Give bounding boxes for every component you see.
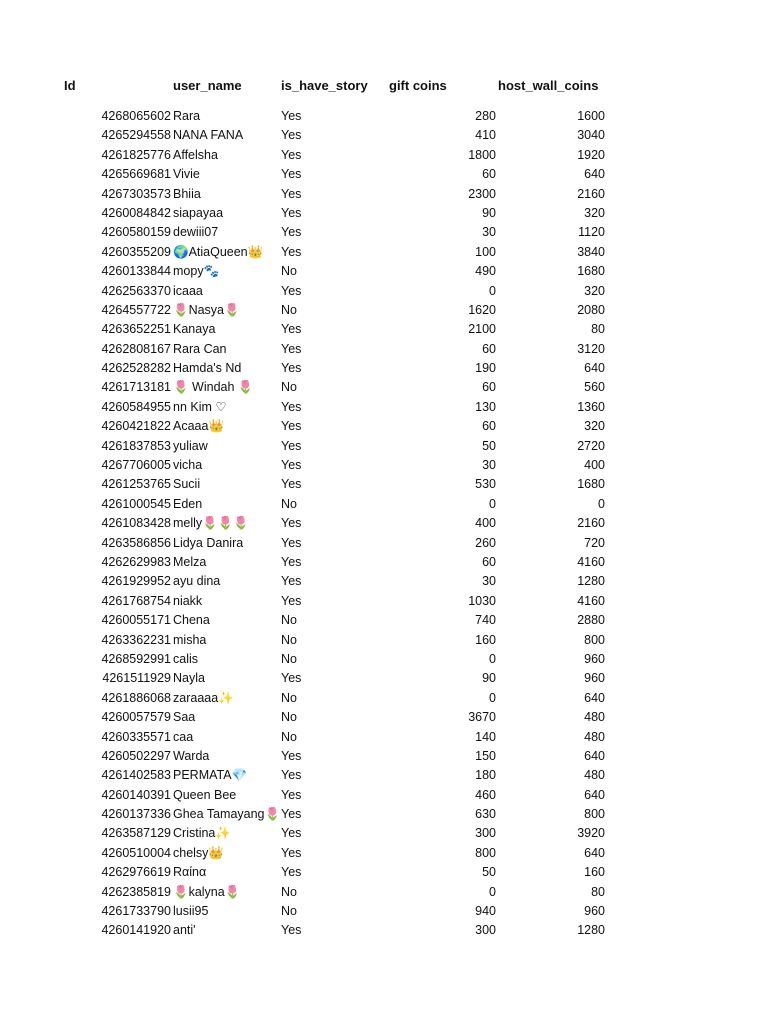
- cell-id: 4260580159: [101, 225, 171, 240]
- cell-gift-coins: 530: [475, 477, 496, 492]
- table-row: [0, 282, 768, 301]
- cell-gift-coins: 1620: [468, 302, 496, 317]
- cell-host-wall-coins: 640: [584, 787, 605, 802]
- cell-user-name: anti': [173, 923, 196, 938]
- cell-is-have-story: Yes: [281, 147, 302, 162]
- cell-is-have-story: Yes: [281, 322, 302, 337]
- cell-is-have-story: No: [281, 632, 297, 647]
- cell-host-wall-coins: 3840: [577, 244, 605, 259]
- cell-gift-coins: 0: [489, 884, 496, 899]
- cell-gift-coins: 2100: [468, 322, 496, 337]
- cell-host-wall-coins: 2160: [577, 186, 605, 201]
- cell-is-have-story: No: [281, 651, 297, 666]
- table-row: [0, 844, 768, 863]
- table-row: [0, 534, 768, 553]
- cell-user-name: Acaaa👑: [173, 419, 225, 434]
- cell-id: 4260502297: [101, 748, 171, 763]
- cell-user-name: Cristina✨: [173, 826, 231, 841]
- cell-host-wall-coins: 2160: [577, 516, 605, 531]
- cell-user-name: Warda: [173, 748, 210, 763]
- cell-host-wall-coins: 960: [584, 651, 605, 666]
- table-row: [0, 883, 768, 902]
- cell-gift-coins: 130: [475, 399, 496, 414]
- table-row: [0, 572, 768, 591]
- cell-id: 4265294558: [101, 128, 171, 143]
- cell-host-wall-coins: 480: [584, 768, 605, 783]
- cell-gift-coins: 0: [489, 496, 496, 511]
- cell-host-wall-coins: 80: [591, 322, 605, 337]
- cell-id: 4261402583: [101, 768, 171, 783]
- cell-id: 4262563370: [101, 283, 171, 298]
- cell-is-have-story: Yes: [281, 419, 302, 434]
- cell-gift-coins: 140: [475, 729, 496, 744]
- cell-user-name: calis: [173, 651, 199, 666]
- cell-id: 4261253765: [101, 477, 171, 492]
- cell-gift-coins: 50: [482, 438, 496, 453]
- cell-host-wall-coins: 320: [584, 419, 605, 434]
- cell-gift-coins: 50: [482, 865, 496, 880]
- cell-is-have-story: Yes: [281, 205, 302, 220]
- cell-user-name: Queen Bee: [173, 787, 237, 802]
- cell-is-have-story: Yes: [281, 186, 302, 201]
- table-row: [0, 611, 768, 630]
- cell-user-name: niakk: [173, 593, 203, 608]
- cell-host-wall-coins: 320: [584, 205, 605, 220]
- table-row: [0, 669, 768, 688]
- cell-user-name: Melza: [173, 554, 207, 569]
- cell-host-wall-coins: 3040: [577, 128, 605, 143]
- cell-user-name: Vivie: [173, 167, 200, 182]
- cell-id: 4260584955: [101, 399, 171, 414]
- cell-id: 4260140391: [101, 787, 171, 802]
- cell-user-name: ayu dina: [173, 574, 221, 589]
- cell-id: 4263587129: [101, 826, 171, 841]
- cell-user-name: 🌍AtiaQueen👑: [173, 244, 264, 259]
- cell-is-have-story: Yes: [281, 768, 302, 783]
- cell-id: 4260510004: [101, 845, 171, 860]
- cell-gift-coins: 30: [482, 225, 496, 240]
- cell-gift-coins: 400: [475, 516, 496, 531]
- cell-host-wall-coins: 640: [584, 167, 605, 182]
- cell-host-wall-coins: 1280: [577, 574, 605, 589]
- cell-id: 4262528282: [101, 361, 171, 376]
- table-row: [0, 437, 768, 456]
- cell-user-name: 🌷Nasya🌷: [173, 302, 240, 317]
- table-row: [0, 301, 768, 320]
- cell-host-wall-coins: 1360: [577, 399, 605, 414]
- cell-gift-coins: 490: [475, 264, 496, 279]
- cell-host-wall-coins: 480: [584, 729, 605, 744]
- cell-id: 4261733790: [101, 904, 171, 919]
- cell-gift-coins: 1800: [468, 147, 496, 162]
- table-row: [0, 456, 768, 475]
- cell-user-name: vicha: [173, 458, 203, 473]
- cell-is-have-story: Yes: [281, 458, 302, 473]
- cell-id: 4261083428: [101, 516, 171, 531]
- cell-host-wall-coins: 160: [584, 865, 605, 880]
- cell-host-wall-coins: 800: [584, 807, 605, 822]
- cell-gift-coins: 30: [482, 574, 496, 589]
- table-row: [0, 417, 768, 436]
- cell-is-have-story: Yes: [281, 865, 302, 880]
- cell-id: 4261837853: [101, 438, 171, 453]
- cell-id: 4260137336: [101, 807, 171, 822]
- cell-gift-coins: 0: [489, 283, 496, 298]
- cell-is-have-story: Yes: [281, 845, 302, 860]
- table-row: [0, 863, 768, 882]
- table-body: [0, 107, 768, 941]
- cell-is-have-story: No: [281, 690, 297, 705]
- cell-user-name: PERMATA💎: [173, 768, 248, 783]
- table-row: [0, 689, 768, 708]
- cell-id: 4260133844: [101, 264, 171, 279]
- cell-id: 4261886068: [101, 690, 171, 705]
- cell-host-wall-coins: 400: [584, 458, 605, 473]
- cell-id: 4268065602: [101, 109, 171, 123]
- cell-is-have-story: No: [281, 496, 297, 511]
- cell-gift-coins: 150: [475, 748, 496, 763]
- cell-user-name: Sucii: [173, 477, 201, 492]
- cell-id: 4261768754: [101, 593, 171, 608]
- cell-user-name: Lidya Danira: [173, 535, 244, 550]
- cell-id: 4261511929: [102, 671, 171, 686]
- table-row: [0, 514, 768, 533]
- cell-host-wall-coins: 2720: [577, 438, 605, 453]
- cell-gift-coins: 180: [475, 768, 496, 783]
- cell-is-have-story: Yes: [281, 535, 302, 550]
- table-row: [0, 708, 768, 727]
- table-row: [0, 398, 768, 417]
- cell-is-have-story: No: [281, 302, 297, 317]
- cell-host-wall-coins: 640: [584, 845, 605, 860]
- table-row: [0, 592, 768, 611]
- table-row: [0, 359, 768, 378]
- cell-user-name: nn Kim ♡: [173, 399, 227, 414]
- cell-host-wall-coins: 0: [598, 496, 605, 511]
- table-row: [0, 921, 768, 940]
- cell-host-wall-coins: 640: [584, 690, 605, 705]
- cell-id: 4265669681: [101, 167, 171, 182]
- cell-gift-coins: 630: [475, 807, 496, 822]
- cell-host-wall-coins: 1680: [577, 264, 605, 279]
- cell-host-wall-coins: 1120: [578, 225, 605, 240]
- cell-id: 4260055171: [101, 613, 171, 628]
- cell-host-wall-coins: 640: [584, 361, 605, 376]
- cell-user-name: Rara: [173, 109, 201, 123]
- cell-is-have-story: Yes: [281, 438, 302, 453]
- cell-is-have-story: No: [281, 710, 297, 725]
- table-row: [0, 378, 768, 397]
- cell-gift-coins: 1030: [468, 593, 496, 608]
- cell-is-have-story: Yes: [281, 341, 302, 356]
- cell-user-name: melly🌷🌷🌷: [173, 516, 249, 531]
- cell-host-wall-coins: 720: [584, 535, 605, 550]
- table-header: [0, 78, 768, 98]
- cell-user-name: zaraaaa✨: [173, 690, 234, 705]
- cell-user-name: lusii95: [173, 904, 209, 919]
- cell-is-have-story: Yes: [281, 923, 302, 938]
- table-row: [0, 786, 768, 805]
- cell-user-name: siapayaa: [173, 205, 224, 220]
- column-header-host-wall-coins: host_wall_coins: [498, 78, 599, 93]
- cell-user-name: Rαίnα: [173, 865, 207, 880]
- table-row: [0, 902, 768, 921]
- table-row: [0, 495, 768, 514]
- table-row: [0, 766, 768, 785]
- cell-gift-coins: 60: [482, 419, 496, 434]
- cell-is-have-story: Yes: [281, 399, 302, 414]
- table-row: [0, 475, 768, 494]
- cell-is-have-story: Yes: [281, 826, 302, 841]
- cell-gift-coins: 3670: [468, 710, 496, 725]
- cell-gift-coins: 800: [475, 845, 496, 860]
- cell-host-wall-coins: 480: [584, 710, 605, 725]
- cell-gift-coins: 300: [475, 826, 496, 841]
- cell-id: 4268592991: [101, 651, 171, 666]
- cell-user-name: Chena: [173, 613, 210, 628]
- cell-id: 4260355209: [101, 244, 171, 259]
- column-header-gift-coins: gift coins: [389, 78, 447, 93]
- cell-user-name: dewiii07: [173, 225, 219, 240]
- cell-gift-coins: 0: [489, 690, 496, 705]
- cell-user-name: Bhiia: [173, 186, 201, 201]
- cell-is-have-story: No: [281, 729, 297, 744]
- cell-host-wall-coins: 80: [591, 884, 605, 899]
- cell-id: 4267303573: [101, 186, 171, 201]
- table-row: [0, 204, 768, 223]
- table-row: [0, 185, 768, 204]
- cell-user-name: 🌷 Windah 🌷: [173, 380, 254, 395]
- cell-user-name: caa: [173, 729, 194, 744]
- cell-gift-coins: 90: [482, 205, 496, 220]
- cell-is-have-story: No: [281, 904, 297, 919]
- table-row: [0, 728, 768, 747]
- table-row: [0, 146, 768, 165]
- cell-is-have-story: No: [281, 264, 297, 279]
- table-row: [0, 340, 768, 359]
- cell-host-wall-coins: 640: [584, 748, 605, 763]
- cell-user-name: NANA FANA: [173, 128, 244, 143]
- table-row: [0, 747, 768, 766]
- cell-host-wall-coins: 1680: [577, 477, 605, 492]
- cell-gift-coins: 100: [475, 244, 496, 259]
- cell-user-name: yuliaw: [173, 438, 208, 453]
- cell-host-wall-coins: 1920: [577, 147, 605, 162]
- cell-id: 4264557722: [101, 302, 171, 317]
- cell-id: 4260421822: [101, 419, 171, 434]
- cell-user-name: Ghea Tamayang🌷: [173, 807, 281, 822]
- cell-is-have-story: Yes: [281, 748, 302, 763]
- cell-gift-coins: 300: [475, 923, 496, 938]
- cell-id: 4260057579: [101, 710, 171, 725]
- cell-host-wall-coins: 1600: [577, 109, 605, 123]
- cell-gift-coins: 280: [475, 109, 496, 123]
- cell-id: 4262629983: [101, 554, 171, 569]
- cell-gift-coins: 410: [475, 128, 496, 143]
- cell-is-have-story: No: [281, 380, 297, 395]
- cell-is-have-story: Yes: [281, 807, 302, 822]
- cell-id: 4261713181: [101, 380, 171, 395]
- cell-host-wall-coins: 2880: [577, 613, 605, 628]
- cell-is-have-story: Yes: [281, 244, 302, 259]
- table-row: [0, 262, 768, 281]
- cell-is-have-story: Yes: [281, 109, 302, 123]
- cell-gift-coins: 190: [475, 361, 496, 376]
- cell-gift-coins: 460: [475, 787, 496, 802]
- cell-id: 4262808167: [101, 341, 171, 356]
- table-row: [0, 320, 768, 339]
- cell-id: 4261929952: [101, 574, 171, 589]
- cell-user-name: mopy🐾: [173, 264, 220, 279]
- cell-gift-coins: 260: [475, 535, 496, 550]
- cell-host-wall-coins: 960: [584, 904, 605, 919]
- cell-user-name: Eden: [173, 496, 203, 511]
- cell-id: 4260141920: [101, 923, 171, 938]
- cell-gift-coins: 0: [489, 651, 496, 666]
- cell-is-have-story: Yes: [281, 283, 302, 298]
- cell-is-have-story: Yes: [281, 671, 302, 686]
- cell-is-have-story: Yes: [281, 554, 302, 569]
- cell-host-wall-coins: 3120: [577, 341, 605, 356]
- cell-gift-coins: 60: [482, 380, 496, 395]
- cell-gift-coins: 160: [475, 632, 496, 647]
- cell-is-have-story: Yes: [281, 128, 302, 143]
- cell-is-have-story: Yes: [281, 361, 302, 376]
- column-header-user-name: user_name: [173, 78, 242, 93]
- table-row: [0, 126, 768, 145]
- cell-gift-coins: 740: [475, 613, 496, 628]
- column-header-id: Id: [64, 78, 76, 93]
- cell-user-name: Rara Can: [173, 341, 227, 356]
- cell-id: 4260084842: [101, 205, 171, 220]
- cell-user-name: misha: [173, 632, 207, 647]
- cell-is-have-story: No: [281, 884, 297, 899]
- cell-host-wall-coins: 4160: [577, 554, 605, 569]
- cell-gift-coins: 60: [482, 554, 496, 569]
- table-row: [0, 650, 768, 669]
- cell-gift-coins: 30: [482, 458, 496, 473]
- cell-host-wall-coins: 560: [584, 380, 605, 395]
- cell-id: 4263586856: [101, 535, 171, 550]
- cell-is-have-story: Yes: [281, 516, 302, 531]
- table-row: [0, 223, 768, 242]
- cell-gift-coins: 940: [475, 904, 496, 919]
- cell-host-wall-coins: 4160: [577, 593, 605, 608]
- cell-id: 4262385819: [101, 884, 171, 899]
- cell-host-wall-coins: 800: [584, 632, 605, 647]
- cell-id: 4263652251: [101, 322, 171, 337]
- table-row: [0, 107, 768, 126]
- cell-user-name: Saa: [173, 710, 196, 725]
- column-header-is-have-story: is_have_story: [281, 78, 368, 93]
- cell-gift-coins: 2300: [468, 186, 496, 201]
- cell-is-have-story: Yes: [281, 477, 302, 492]
- cell-id: 4261825776: [101, 147, 171, 162]
- cell-gift-coins: 60: [482, 341, 496, 356]
- cell-host-wall-coins: 960: [584, 671, 605, 686]
- table-row: [0, 243, 768, 262]
- cell-id: 4267706005: [101, 458, 171, 473]
- cell-is-have-story: Yes: [281, 225, 302, 240]
- cell-id: 4262976619: [101, 865, 171, 880]
- cell-host-wall-coins: 320: [584, 283, 605, 298]
- cell-is-have-story: Yes: [281, 167, 302, 182]
- cell-is-have-story: No: [281, 613, 297, 628]
- cell-id: 4261000545: [101, 496, 171, 511]
- cell-gift-coins: 90: [482, 671, 496, 686]
- cell-user-name: Nayla: [173, 671, 205, 686]
- cell-user-name: 🌷kalyna🌷: [173, 884, 241, 899]
- table-row: [0, 165, 768, 184]
- cell-is-have-story: Yes: [281, 593, 302, 608]
- cell-host-wall-coins: 2080: [577, 302, 605, 317]
- cell-user-name: chelsy👑: [173, 845, 224, 860]
- table-row: [0, 805, 768, 824]
- table-row: [0, 631, 768, 650]
- cell-gift-coins: 60: [482, 167, 496, 182]
- table-row: [0, 824, 768, 843]
- cell-user-name: Hamda's Nd: [173, 361, 242, 376]
- cell-id: 4263362231: [101, 632, 171, 647]
- cell-id: 4260335571: [101, 729, 171, 744]
- cell-host-wall-coins: 3920: [577, 826, 605, 841]
- cell-user-name: Kanaya: [173, 322, 216, 337]
- cell-user-name: icaaa: [173, 283, 203, 298]
- cell-host-wall-coins: 1280: [577, 923, 605, 938]
- cell-user-name: Affelsha: [173, 147, 218, 162]
- table-row: [0, 553, 768, 572]
- cell-is-have-story: Yes: [281, 787, 302, 802]
- cell-is-have-story: Yes: [281, 574, 302, 589]
